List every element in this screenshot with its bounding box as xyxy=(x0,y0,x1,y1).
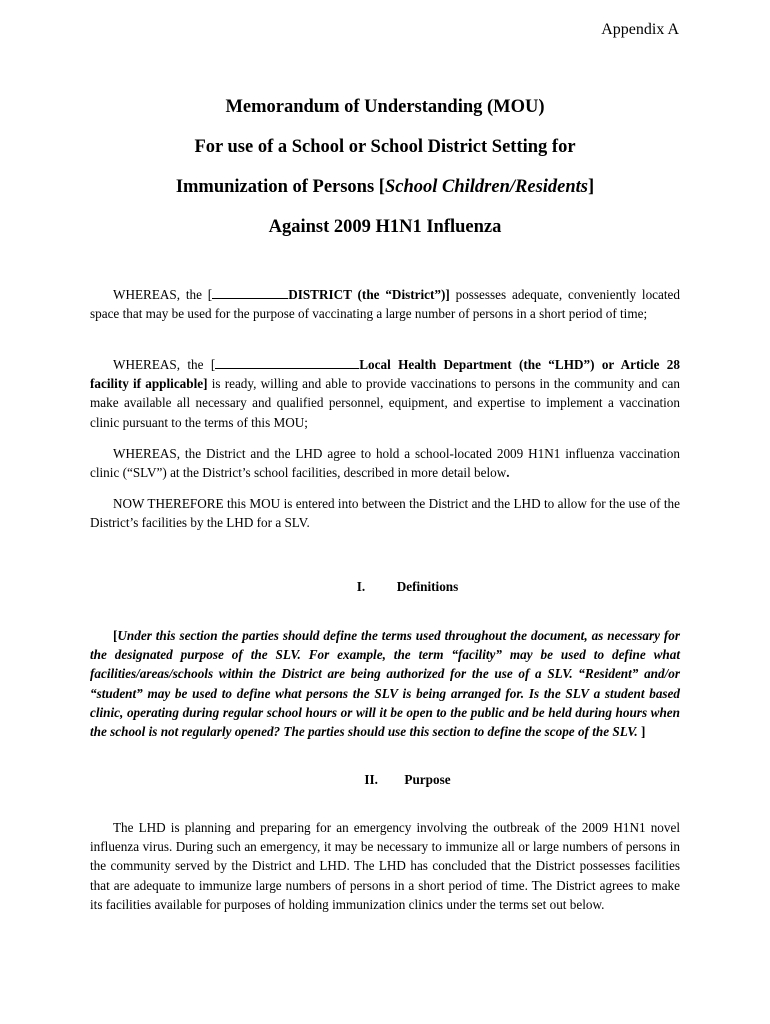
title-line-3-suffix: ] xyxy=(588,177,595,197)
title-line-4: Against 2009 H1N1 Influenza xyxy=(268,217,502,237)
title-line-2: For use of a School or School District Setting for xyxy=(194,137,576,157)
section-2-title: Purpose xyxy=(404,772,451,787)
section-2-number: II. xyxy=(364,772,378,787)
close-bracket: ] xyxy=(637,724,646,740)
section-1-number: I. xyxy=(356,579,366,594)
whereas-2-start: WHEREAS, the [ xyxy=(113,357,216,372)
appendix-label: Appendix A xyxy=(601,21,679,38)
whereas-2-bold: Local Health Department (the “LHD”) or Article 28 facility if applicable] xyxy=(90,357,680,392)
blank-line xyxy=(215,356,359,369)
whereas-2-rest: is ready, willing and able to provide vaccinations to persons in the community and can make available all necessary and qualified personnel, equipment, and expertise to implement a vaccination clinic pursuant to the terms of this MOU; xyxy=(90,376,680,430)
section-1-title: Definitions xyxy=(396,579,459,594)
title-line-3-italic: School Children/Residents xyxy=(384,177,588,197)
document-title xyxy=(0,94,770,254)
section-2-heading xyxy=(0,770,770,789)
section-1-text: Under this section the parties should define the terms used throughout the document, as necessary for the designated purpose of the SLV. For example, the term “facility” may be used to define what facilities/areas/schools within the District are being authorized for the use of a SLV. “Resident” and/or “student” may be used to define what persons the SLV is being arranged for. Is the SLV a student based clinic, operating during regular school hours or will it be open to the public and be held during hours when the school is not regularly opened? The parties should use this section to define the scope of the SLV. xyxy=(90,628,680,740)
whereas-paragraph-3 xyxy=(90,444,680,482)
whereas-1-rest: possesses adequate, conveniently located space that may be used for the purpose of vaccinating a large number of persons in a short period of time; xyxy=(90,287,680,322)
whereas-1-start: WHEREAS, the [ xyxy=(113,287,213,302)
blank-line xyxy=(212,286,288,299)
whereas-3-text: WHEREAS, the District and the LHD agree to hold a school-located 2009 H1N1 influenza vaccination clinic (“SLV”) at the District’s school facilities, described in more detail below xyxy=(90,446,680,481)
title-line-1: Memorandum of Understanding (MOU) xyxy=(225,97,545,117)
title-line-3 xyxy=(0,174,770,214)
now-therefore-paragraph: NOW THEREFORE this MOU is entered into between the District and the LHD to allow for the use of the District’s facilities by the LHD for a SLV. xyxy=(90,496,680,531)
whereas-3-period: . xyxy=(506,465,510,481)
section-2-body: The LHD is planning and preparing for an emergency involving the outbreak of the 2009 H1N1 novel influenza virus. During such an emergency, it may be necessary to immunize all or large numbers of persons in the community served by the District and LHD. The LHD has concluded that the District possesses facilities that are adequate to immunize large numbers of persons in a short period of time. The District agrees to make its facilities available for purposes of holding immunization clinics under the terms set out below. xyxy=(90,820,680,912)
whereas-paragraph-1 xyxy=(90,285,680,323)
title-line-3-prefix: Immunization of Persons [ xyxy=(175,177,385,197)
whereas-paragraph-2 xyxy=(90,355,680,432)
whereas-1-bold: DISTRICT (the “District”)] xyxy=(288,287,450,302)
section-1-body xyxy=(90,626,680,741)
section-1-heading xyxy=(0,577,770,596)
open-bracket: [ xyxy=(113,628,118,643)
